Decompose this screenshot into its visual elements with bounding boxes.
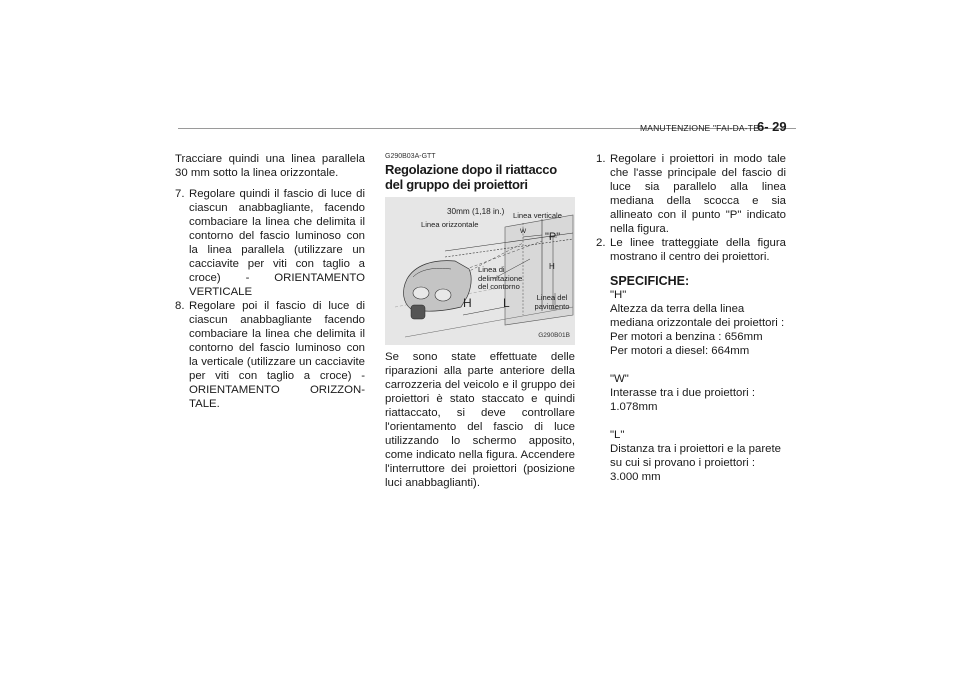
list-item (175, 299, 365, 411)
list-item-number: 8. (175, 300, 185, 312)
spec-line: Per motori a diesel: 664mm (610, 345, 750, 357)
label-horizontal-line: Linea orizzontale (421, 220, 479, 229)
list-item-text: Regolare quindi il fascio di luce di ciascun anabbagliante, facendo combaciare la linea che delimita il contorno del fascio luminoso con la linea parallela (utilizzare un cacciavite per viti con taglio a croce) - ORIENTAMENTO VERTICALE (189, 188, 365, 298)
label-point-p: "P" (545, 231, 561, 243)
label-vertical-line: Linea verticale (513, 211, 562, 220)
spec-line: Distanza tra i proiettori e la parete su cui si provano i proiettori : (610, 443, 781, 469)
list-item (596, 236, 786, 264)
list-item-text: Regolare i proiettori in modo tale che l'asse principale del fascio di luce sia parallelo alla linea mediana della scocca e sia allineato con il punto "P" indicato nella figura. (610, 153, 786, 235)
spec-block-l (596, 428, 786, 484)
label-cutoff-line: Linea di delimitazione del contorno (478, 265, 523, 292)
spec-block-h (596, 288, 786, 358)
section-code: G290B03A-GTT (385, 153, 436, 160)
middle-column (385, 152, 575, 490)
figure-code: G290B01B (538, 332, 570, 339)
label-h-left: H (463, 296, 472, 310)
spec-label: "W" (610, 373, 629, 385)
spec-block-w (596, 372, 786, 414)
left-column (175, 152, 365, 411)
spec-label: "L" (610, 429, 625, 441)
headlight-aiming-figure (385, 197, 575, 345)
spec-title: SPECIFICHE: (610, 274, 690, 288)
label-w: W (520, 228, 527, 235)
spec-line: Per motori a benzina : 656mm (610, 331, 763, 343)
label-offset-30mm: 30mm (1,18 in.) (447, 207, 505, 216)
spec-line: Altezza da terra della linea mediana orizzontale dei proiettori : (610, 303, 785, 329)
label-floor-line: Linea del pavimento (534, 293, 570, 311)
spec-line: 3.000 mm (610, 471, 661, 483)
list-item-number: 2. (596, 237, 606, 249)
header-page-number: 6- 29 (757, 119, 787, 134)
intro-paragraph: Tracciare quindi una linea parallela 30 mm sotto la linea orizzontale. (175, 153, 365, 179)
body-paragraph: Se sono state effettuate delle riparazioni alla parte anteriore della carrozzeria del veicolo e il gruppo dei proiettori è stato staccato e quindi riattaccato, si deve controllare l'orientamento del fascio di luce utilizzando lo schermo apposito, come indicato nella figura. Accendere l'interruttore dei proiettori (posizione luci anabbaglianti). (385, 351, 575, 489)
list-item-number: 1. (596, 153, 606, 165)
header-section-title: MANUTENZIONE "FAI-DA-TE" (640, 123, 763, 133)
label-l: L (503, 296, 510, 310)
list-item (596, 152, 786, 236)
list-item (175, 187, 365, 299)
spec-line: 1.078mm (610, 401, 658, 413)
list-item-text: Regolare poi il fascio di luce di ciascun anabbagliante facendo combaciare la linea che delimita il contorno del fascio luminoso con la verticale (utilizzare un cacciavite per viti con taglio a croce) - ORIENTAMENTO ORIZZON-TALE. (189, 300, 365, 410)
right-column (596, 152, 786, 484)
spec-line: Interasse tra i due proiettori : (610, 387, 755, 399)
spec-label: "H" (610, 289, 627, 301)
list-item-text: Le linee tratteggiate della figura mostrano il centro dei proiettori. (610, 237, 786, 263)
label-h-right: H (549, 262, 555, 271)
section-title: Regolazione dopo il riattacco del gruppo dei proiettori (385, 162, 557, 192)
list-item-number: 7. (175, 188, 185, 200)
